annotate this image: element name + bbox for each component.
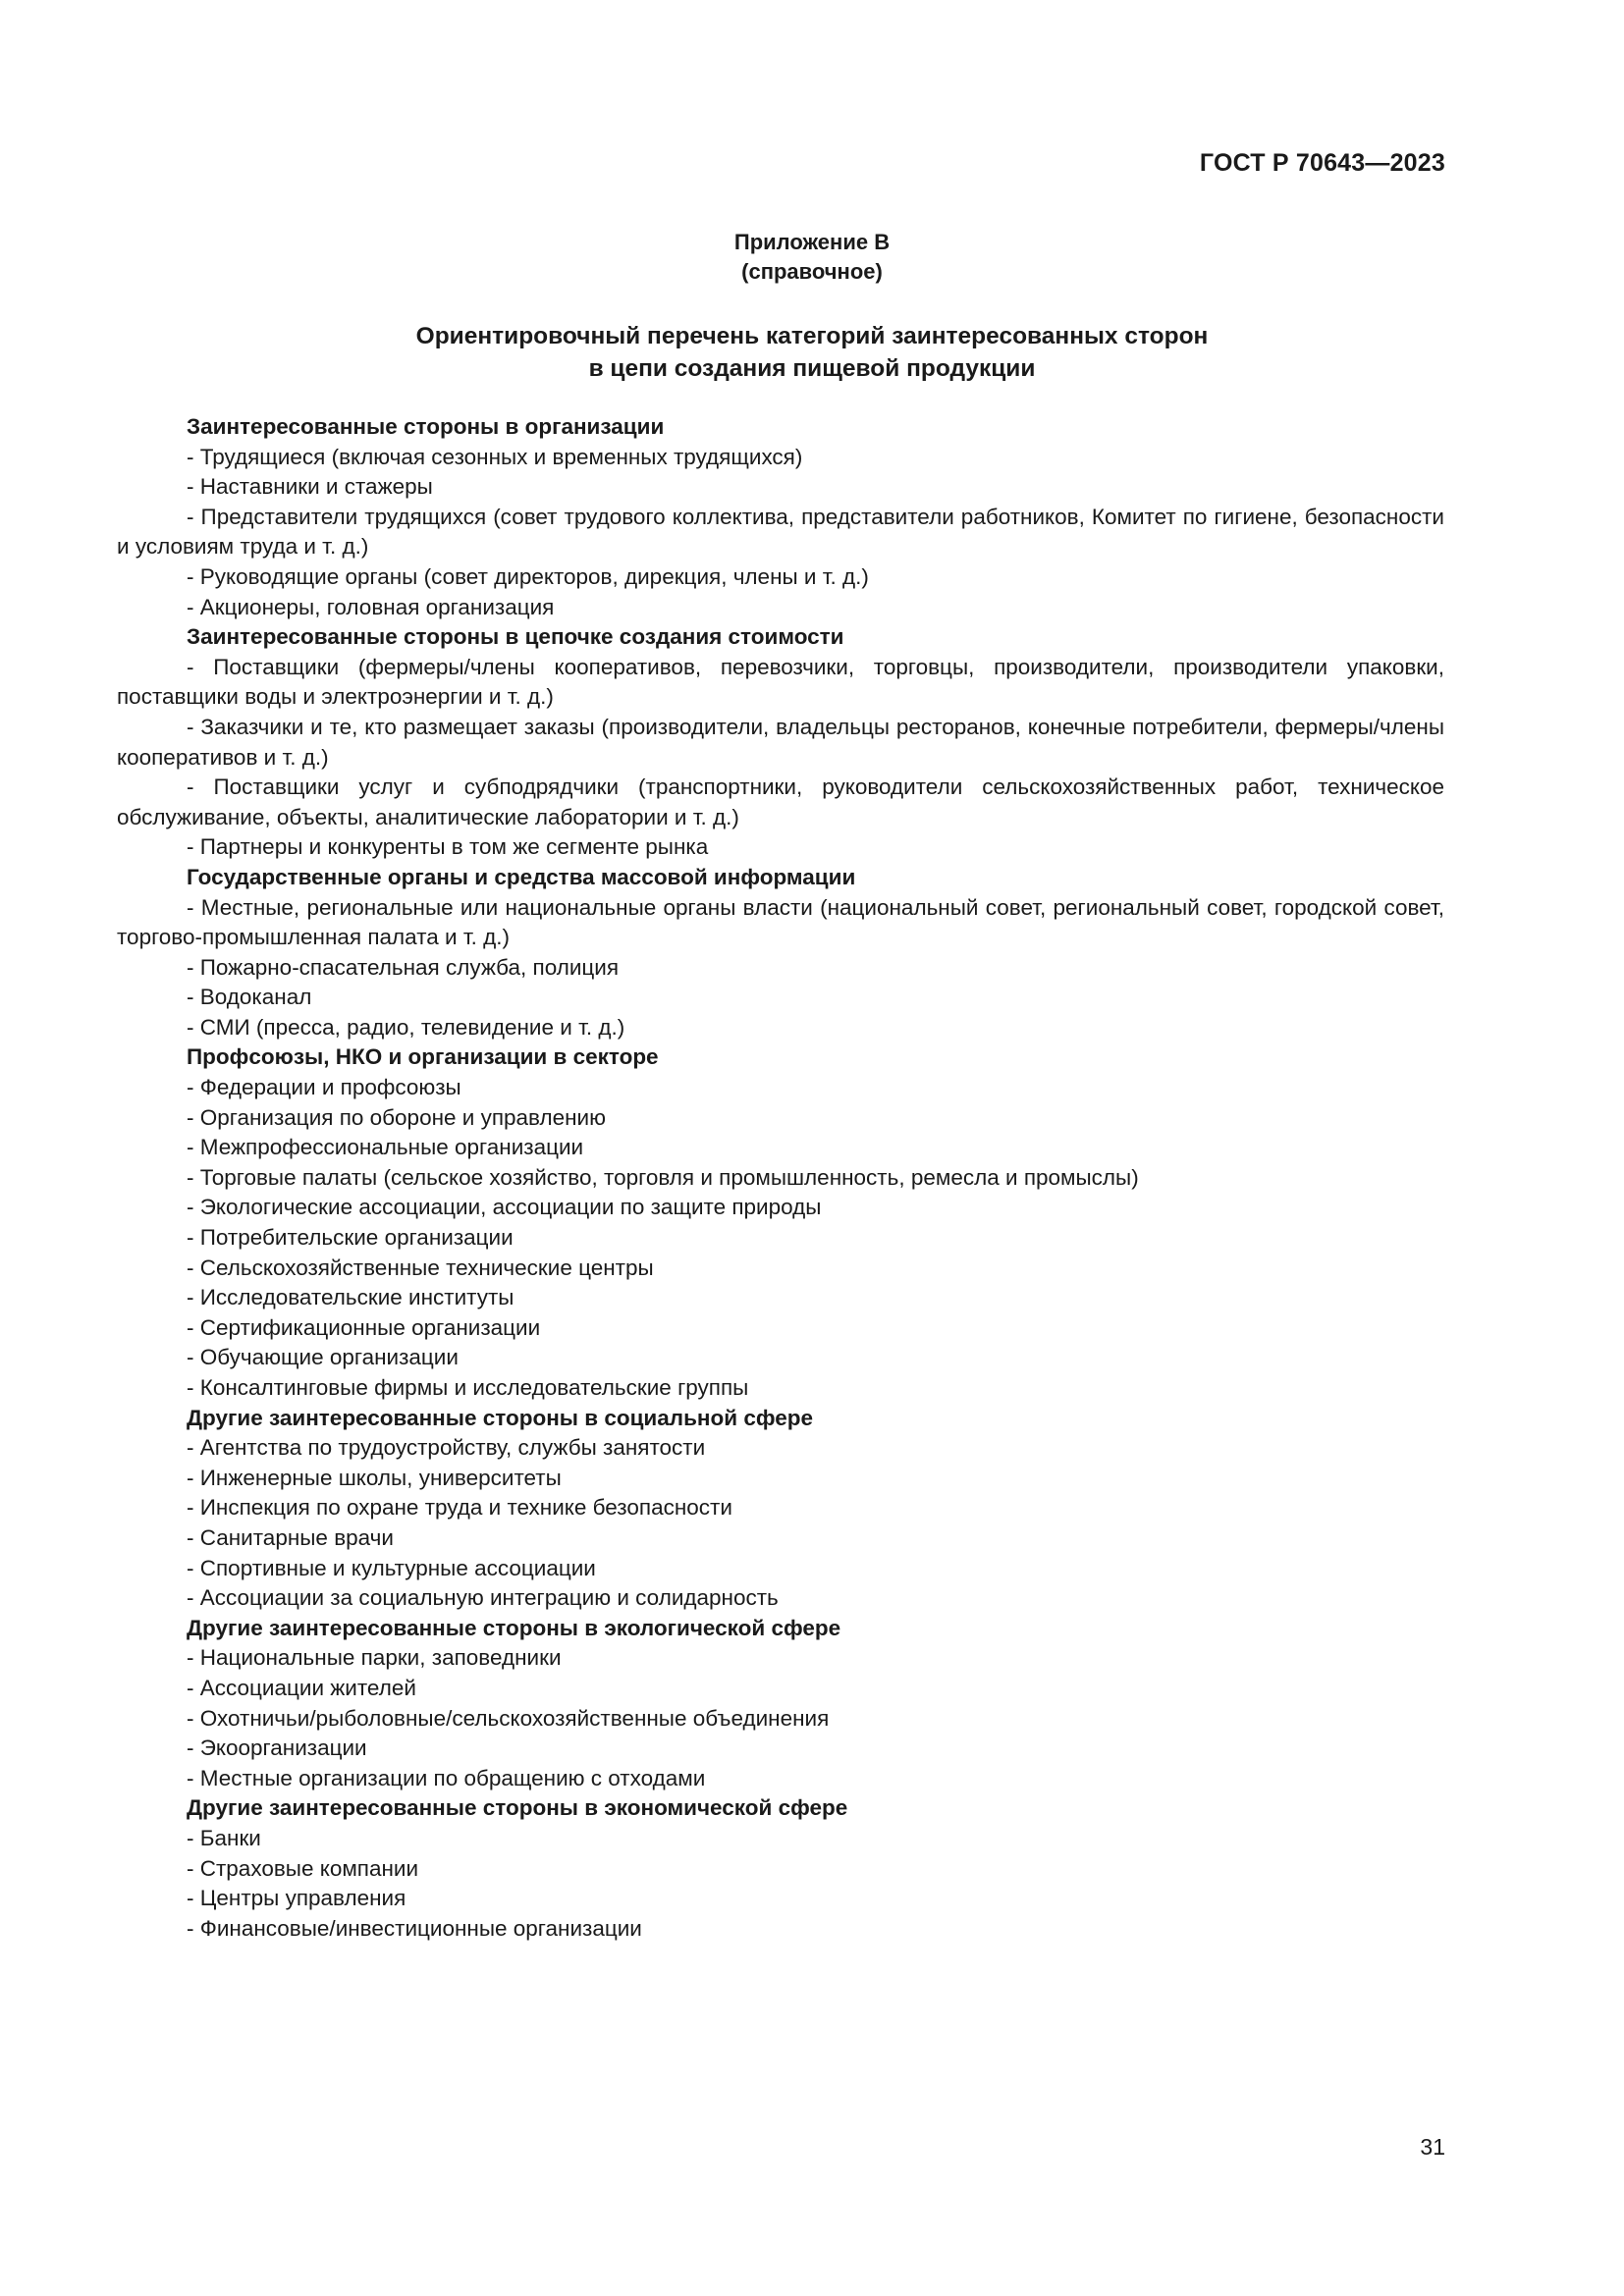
list-item: - Центры управления (187, 1886, 406, 1911)
list-item: - Охотничьи/рыболовные/сельскохозяйственные объединения (187, 1705, 830, 1731)
list-item: - Поставщики услуг и субподрядчики (транспортники, руководители сельскохозяйственных работ, техническое обслуживание, объекты, аналитические лаборатории и т. д.) (117, 774, 1444, 829)
list-item: - Наставники и стажеры (187, 474, 433, 500)
list-item: - Акционеры, головная организация (187, 594, 555, 619)
page-number: 31 (1420, 2134, 1445, 2160)
list-item: - Водоканал (187, 985, 312, 1010)
list-item: - Страховые компании (187, 1855, 419, 1881)
list-item: - Местные, региональные или национальные органы власти (национальный совет, региональный совет, городской совет, торгово-промышленная палата и т. д.) (117, 894, 1444, 950)
list-item: - Торговые палаты (сельское хозяйство, торговля и промышленность, ремесла и промыслы) (187, 1164, 1139, 1190)
document-code: ГОСТ Р 70643—2023 (1199, 149, 1445, 177)
list-item: - Обучающие организации (187, 1345, 459, 1370)
list-item: - Национальные парки, заповедники (187, 1645, 562, 1671)
section-heading: Государственные органы и средства массовой информации (187, 864, 856, 889)
appendix-type: (справочное) (741, 259, 883, 284)
list-item: - Сертификационные организации (187, 1314, 541, 1340)
stakeholder-list (117, 412, 1444, 1944)
section-heading: Другие заинтересованные стороны в экономической сфере (187, 1795, 848, 1821)
list-item: - Трудящиеся (включая сезонных и временных трудящихся) (187, 444, 803, 469)
list-item: - Поставщики (фермеры/члены кооперативов, перевозчики, торговцы, производители, производители упаковки, поставщики воды и электроэнергии и т. д.) (117, 654, 1444, 710)
list-item: - Экологические ассоциации, ассоциации по защите природы (187, 1195, 822, 1220)
list-item: - Заказчики и те, кто размещает заказы (производители, владельцы ресторанов, конечные потребители, фермеры/члены кооперативов и т. д.) (117, 714, 1444, 770)
section-heading: Заинтересованные стороны в организации (187, 414, 665, 439)
section-heading: Заинтересованные стороны в цепочке создания стоимости (187, 624, 844, 650)
list-item: - Потребительские организации (187, 1225, 514, 1251)
list-item: - Финансовые/инвестиционные организации (187, 1915, 642, 1941)
list-item: - Ассоциации за социальную интеграцию и солидарность (187, 1585, 779, 1611)
title-line-1: Ориентировочный перечень категорий заинтересованных сторон (415, 323, 1209, 349)
list-item: - Инспекция по охране труда и технике безопасности (187, 1495, 732, 1521)
appendix-label: Приложение В (733, 230, 891, 254)
appendix-header (0, 228, 1624, 287)
list-item: - Спортивные и культурные ассоциации (187, 1555, 596, 1580)
list-item: - Федерации и профсоюзы (187, 1075, 461, 1100)
list-item: - Организация по обороне и управлению (187, 1104, 607, 1130)
list-item: - Исследовательские институты (187, 1285, 514, 1310)
list-item: - Местные организации по обращению с отходами (187, 1765, 706, 1790)
section-heading: Профсоюзы, НКО и организации в секторе (187, 1044, 659, 1070)
list-item: - Пожарно-спасательная служба, полиция (187, 954, 620, 980)
list-item: - Банки (187, 1825, 261, 1850)
list-item: - Агентства по трудоустройству, службы занятости (187, 1435, 706, 1461)
list-item: - Сельскохозяйственные технические центры (187, 1255, 654, 1280)
page-title (0, 320, 1624, 385)
title-line-2: в цепи создания пищевой продукции (588, 355, 1036, 382)
list-item: - Представители трудящихся (совет трудового коллектива, представители работников, Комитет по гигиене, безопасности и условиям труда и т. д.) (117, 504, 1444, 560)
list-item: - Экоорганизации (187, 1735, 367, 1761)
list-item: - Санитарные врачи (187, 1524, 394, 1550)
list-item: - СМИ (пресса, радио, телевидение и т. д.) (187, 1014, 625, 1040)
list-item: - Консалтинговые фирмы и исследовательские группы (187, 1375, 749, 1400)
list-item: - Партнеры и конкуренты в том же сегменте рынка (187, 834, 709, 860)
section-heading: Другие заинтересованные стороны в экологической сфере (187, 1615, 841, 1640)
list-item: - Межпрофессиональные организации (187, 1135, 584, 1160)
list-item: - Инженерные школы, университеты (187, 1465, 562, 1490)
list-item: - Руководящие органы (совет директоров, дирекция, члены и т. д.) (187, 563, 869, 589)
list-item: - Ассоциации жителей (187, 1675, 416, 1700)
section-heading: Другие заинтересованные стороны в социальной сфере (187, 1405, 813, 1430)
